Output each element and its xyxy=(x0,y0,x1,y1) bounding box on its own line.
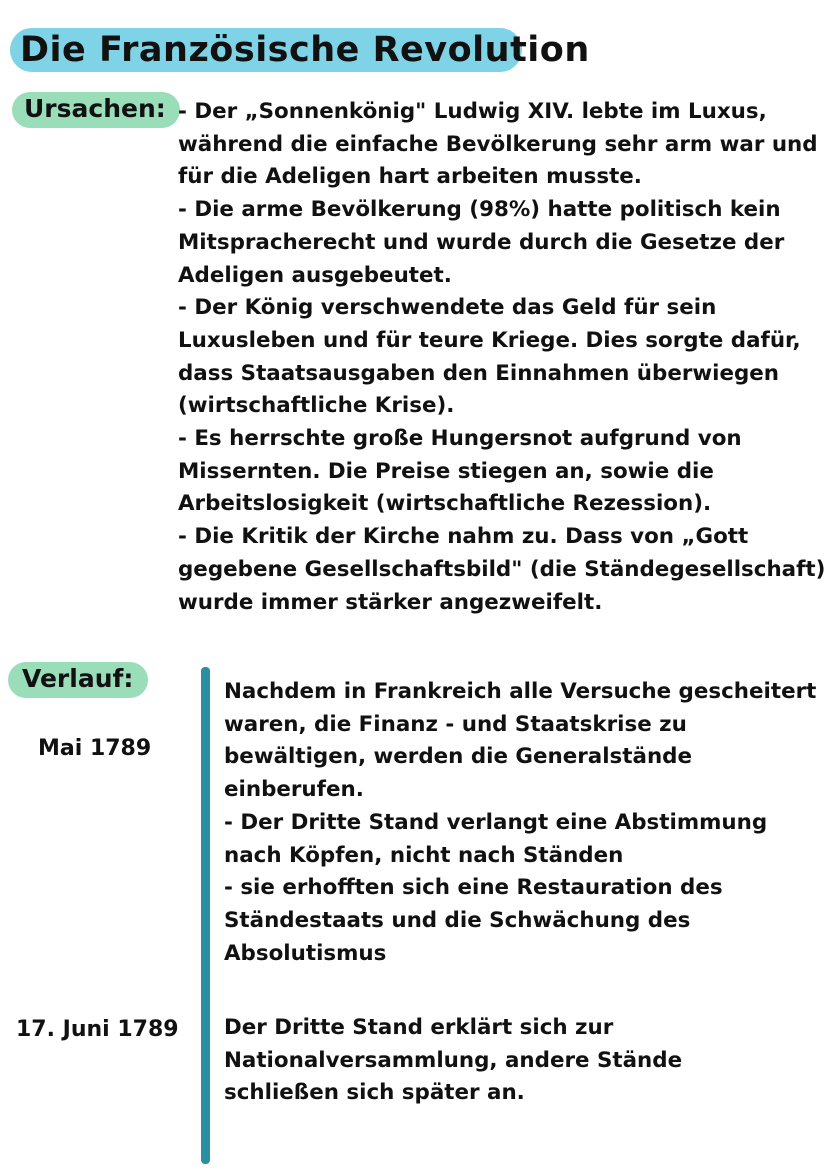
timeline-bar xyxy=(201,667,210,1164)
ursachen-text xyxy=(178,96,828,619)
ursachen-line: (wirtschaftliche Krise). xyxy=(178,393,455,419)
ursachen-line: Missernten. Die Preise stiegen an, sowie die xyxy=(178,458,714,484)
page-title: Die Französische Revolution xyxy=(20,30,590,70)
event-line: Nationalversammlung, andere Stände xyxy=(224,1047,683,1073)
ursachen-line: wurde immer stärker angezweifelt. xyxy=(178,589,603,615)
ursachen-line: - Es herrschte große Hungersnot aufgrund von xyxy=(178,426,742,452)
ursachen-line: - Die arme Bevölkerung (98%) hatte politisch kein xyxy=(178,197,781,223)
ursachen-line: Mitspracherecht und wurde durch die Gesetze der xyxy=(178,229,785,255)
event-line: Nachdem in Frankreich alle Versuche gescheitert xyxy=(224,679,817,704)
ursachen-line: Adeligen ausgebeutet. xyxy=(178,262,452,288)
ursachen-line: gegebene Gesellschaftsbild" (die Ständegesellschaft) xyxy=(178,556,826,582)
event-line: Ständestaats und die Schwächung des xyxy=(224,907,691,933)
ursachen-line: - Die Kritik der Kirche nahm zu. Dass von „Gott xyxy=(178,524,749,550)
ursachen-line: während die einfache Bevölkerung sehr arm war und xyxy=(178,131,818,157)
event-date: Mai 1789 xyxy=(38,736,152,761)
ursachen-label: Ursachen: xyxy=(24,94,166,123)
event-line: - Der Dritte Stand verlangt eine Abstimmung xyxy=(224,809,768,835)
ursachen-line: dass Staatsausgaben den Einnahmen überwiegen xyxy=(178,360,780,386)
event-date: 17. Juni 1789 xyxy=(16,1017,179,1042)
ursachen-line: Arbeitslosigkeit (wirtschaftliche Rezession). xyxy=(178,491,712,517)
event-line: - sie erhofften sich eine Restauration des xyxy=(224,875,723,901)
event-description xyxy=(224,676,828,970)
event-line: Absolutismus xyxy=(224,940,387,966)
verlauf-label: Verlauf: xyxy=(22,664,134,693)
ursachen-line: Luxusleben und für teure Kriege. Dies sorgte dafür, xyxy=(178,327,801,353)
event-line: bewältigen, werden die Generalstände xyxy=(224,744,692,770)
ursachen-line: - Der König verschwendete das Geld für sein xyxy=(178,295,717,321)
event-line: einberufen. xyxy=(224,777,364,803)
event-line: schließen sich später an. xyxy=(224,1080,525,1106)
ursachen-line: für die Adeligen hart arbeiten musste. xyxy=(178,164,642,190)
ursachen-line: - Der „Sonnenkönig" Ludwig XIV. lebte im Luxus, xyxy=(178,99,767,124)
event-line: waren, die Finanz - und Staatskrise zu xyxy=(224,711,687,737)
event-line: Der Dritte Stand erklärt sich zur xyxy=(224,1015,614,1040)
event-line: nach Köpfen, nicht nach Ständen xyxy=(224,842,624,868)
event-description xyxy=(224,1012,828,1110)
